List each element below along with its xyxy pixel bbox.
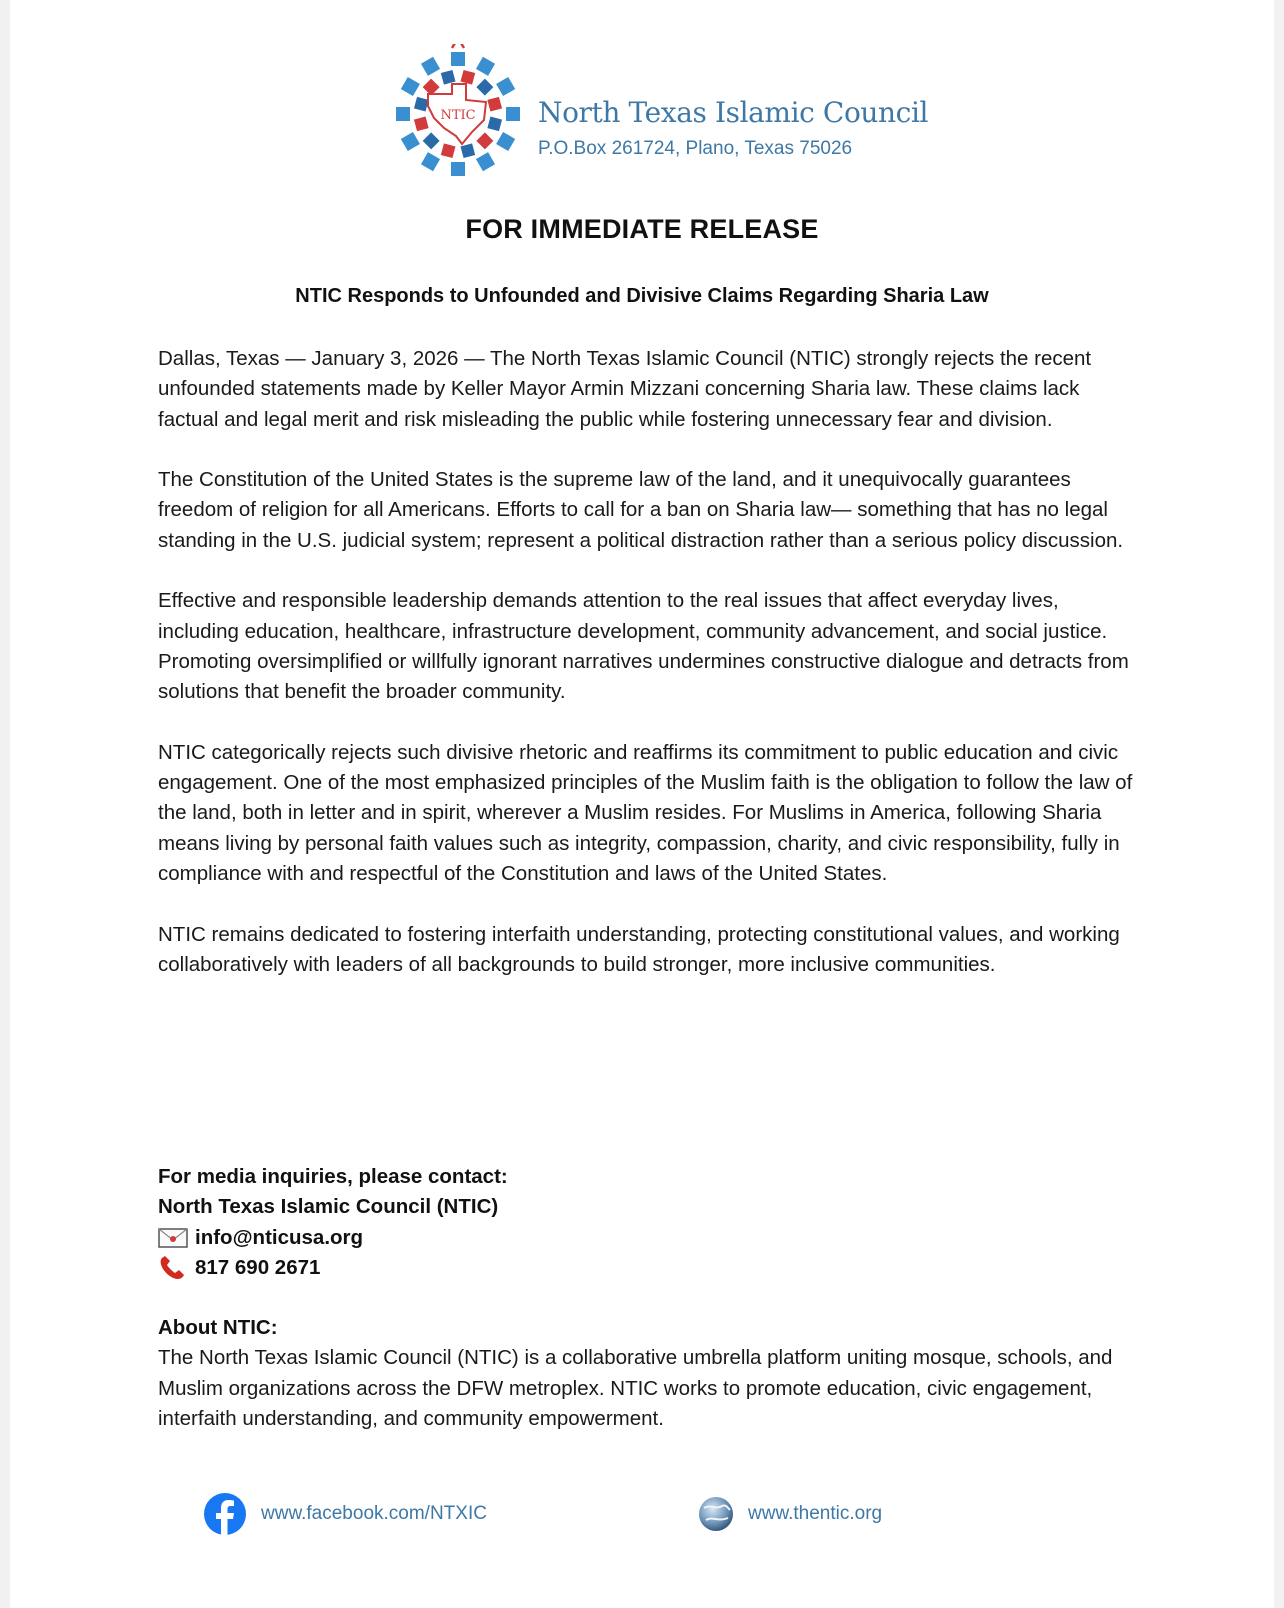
about-text: The North Texas Islamic Council (NTIC) is a collaborative umbrella platform uniting mosque, schools, and Muslim organizations across the DFW metroplex. NTIC works to promote education, civic engagement, interfaith understanding, and community empowerment. xyxy=(158,1346,1113,1430)
headline: NTIC Responds to Unfounded and Divisive Claims Regarding Sharia Law xyxy=(295,285,989,307)
website-link[interactable] xyxy=(698,1490,882,1538)
facebook-icon xyxy=(203,1492,247,1536)
paragraph: The Constitution of the United States is the supreme law of the land, and it unequivocally guarantees freedom of religion for all Americans. Efforts to call for a ban on Sharia law— something that has no legal standing in the U.S. judicial system; represent a political distraction rather than a serious policy discussion. xyxy=(158,468,1124,552)
about-section xyxy=(158,1313,1138,1434)
about-title: About NTIC: xyxy=(158,1316,278,1339)
logo-text: NTIC xyxy=(440,108,476,123)
envelope-icon xyxy=(158,1228,188,1248)
contact-email-row[interactable] xyxy=(158,1223,508,1253)
phone-icon xyxy=(158,1255,188,1281)
org-name: North Texas Islamic Council xyxy=(538,96,929,129)
contact-org: North Texas Islamic Council (NTIC) xyxy=(158,1195,499,1219)
contact-email[interactable]: info@nticusa.org xyxy=(195,1225,364,1249)
paragraph: NTIC remains dedicated to fostering interfaith understanding, protecting constitutional values, and working collaboratively with leaders of all backgrounds to build stronger, more inclusive communities. xyxy=(158,922,1120,976)
body-text xyxy=(158,344,1138,1011)
globe-icon xyxy=(698,1490,734,1538)
ntic-logo xyxy=(390,44,526,184)
website-url[interactable]: www.thentic.org xyxy=(748,1503,883,1524)
release-label: FOR IMMEDIATE RELEASE xyxy=(465,214,819,244)
facebook-link[interactable] xyxy=(203,1492,487,1536)
org-address: P.O.Box 261724, Plano, Texas 75026 xyxy=(538,138,853,159)
paragraph: Effective and responsible leadership demands attention to the real issues that affect everyday lives, including education, healthcare, infrastructure development, community advancement, and social justice. Promoting oversimplified or willfully ignorant narratives undermines constructive dialogue and detracts from solutions that benefit the broader community. xyxy=(158,589,1129,704)
contact-heading: For media inquiries, please contact: xyxy=(158,1165,508,1188)
letterhead xyxy=(390,44,950,184)
contact-phone[interactable]: 817 690 2671 xyxy=(195,1255,321,1279)
media-contact xyxy=(158,1162,508,1283)
press-release-page xyxy=(10,0,1274,1608)
facebook-url[interactable]: www.facebook.com/NTXIC xyxy=(261,1503,487,1524)
paragraph: NTIC categorically rejects such divisive rhetoric and reaffirms its commitment to public education and civic engagement. One of the most emphasized principles of the Muslim faith is the obligation to follow the law of the land, both in letter and in spirit, wherever a Muslim resides. For Muslims in America, following Sharia means living by personal faith values such as integrity, compassion, charity, and civic responsibility, fully in compliance with and respectful of the Constitution and laws of the United States. xyxy=(158,740,1133,886)
paragraph: Dallas, Texas — January 3, 2026 — The North Texas Islamic Council (NTIC) strongly rejects the recent unfounded statements made by Keller Mayor Armin Mizzani concerning Sharia law. These claims lack factual and legal merit and risk misleading the public while fostering unnecessary fear and division. xyxy=(158,347,1092,431)
contact-phone-row[interactable] xyxy=(158,1253,508,1283)
